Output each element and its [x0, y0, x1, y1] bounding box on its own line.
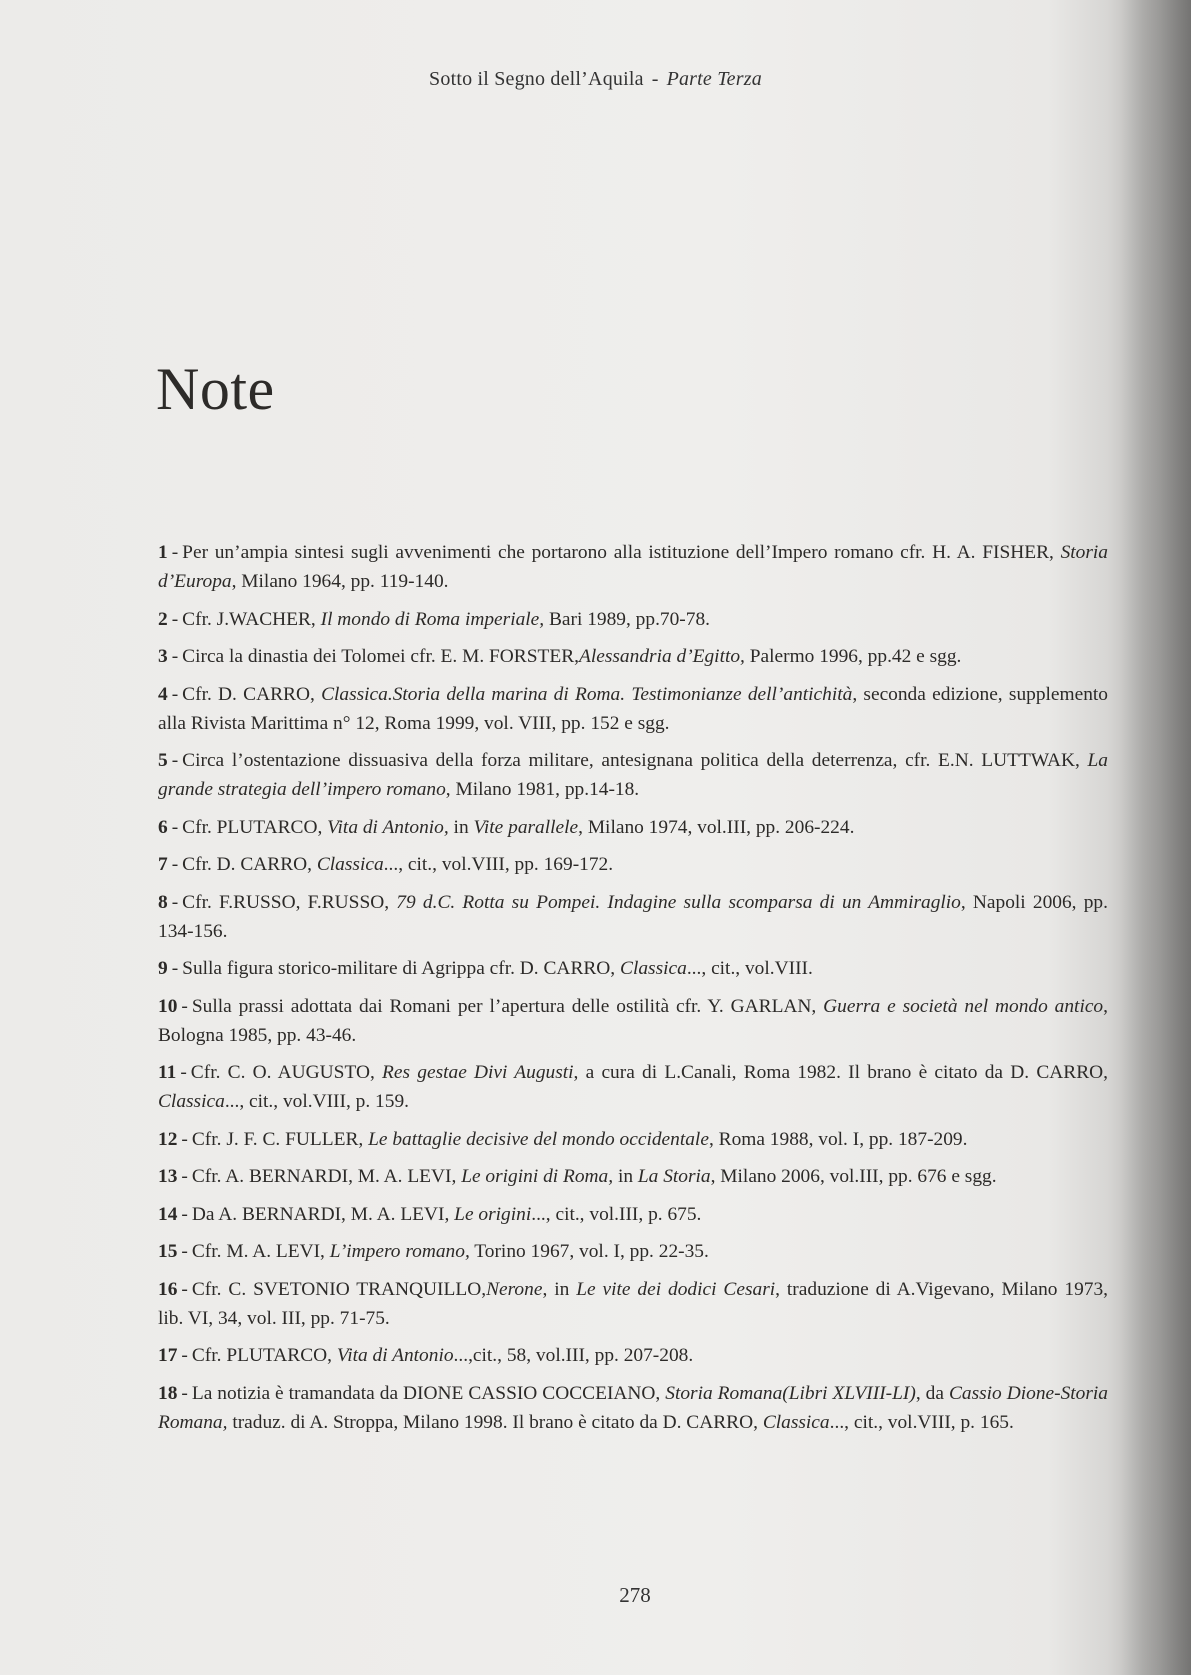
footnote-dash: -: [171, 816, 179, 838]
footnote-text: Cfr. J.WACHER,: [182, 608, 321, 630]
footnote-text: Circa la dinastia dei Tolomei cfr. E. M. FORSTER,: [182, 646, 579, 667]
footnote-text: Cfr. C. O. AUGUSTO,: [190, 1062, 383, 1083]
footnote-dash: -: [171, 608, 179, 630]
footnote-title: Vita di Antonio,: [327, 816, 449, 838]
footnote-text: Per un’ampia sintesi sugli avvenimenti che portarono alla istituzione dell’Impero romano cfr. H. A. FISHER,: [182, 542, 1061, 563]
footnote-text: Torino 1967, vol. I, pp. 22-35.: [469, 1241, 709, 1262]
footnote-text: Cfr. D. CARRO,: [182, 683, 322, 705]
footnote-13: [158, 1162, 1108, 1191]
footnote-number: 4: [158, 683, 168, 705]
footnote-number: 7: [158, 854, 168, 875]
footnote-title: 79 d.C. Rotta su Pompei. Indagine sulla scomparsa di un Ammiraglio: [396, 891, 961, 913]
footnote-text: , Milano 2006, vol.III, pp. 676 e sgg.: [710, 1166, 997, 1187]
footnote-text: in: [448, 816, 474, 838]
footnote-text: Circa l’ostentazione dissuasiva della forza militare, antesignana politica della deterrenza, cfr. E.N. LUTTWAK,: [182, 750, 1088, 771]
footnote-text: ..., cit., vol.VIII, p. 165.: [829, 1411, 1014, 1433]
footnote-text: Cfr. PLUTARCO,: [191, 1345, 337, 1366]
footnote-text: , Milano 1974, vol.III, pp. 206-224.: [578, 816, 855, 838]
footnote-text: Cfr. J. F. C. FULLER,: [191, 1128, 369, 1150]
footnote-title: Alessandria d’Egitto,: [579, 646, 745, 667]
footnote-text: , traduzione di A.Vigevano, Milano 1973, lib. VI, 34, vol. III, pp. 71-75.: [158, 1278, 1109, 1329]
footnote-title: Vite parallele: [473, 816, 579, 838]
footnote-text: traduz. di A. Stroppa, Milano 1998. Il brano è citato da D. CARRO,: [227, 1411, 763, 1433]
footnote-text: Bari 1989, pp.70-78.: [544, 608, 711, 630]
footnote-dash: -: [181, 1241, 188, 1262]
running-head: [0, 68, 1191, 91]
footnote-number: 9: [158, 958, 168, 979]
footnote-number: 18: [158, 1382, 178, 1404]
footnote-15: [158, 1237, 1108, 1266]
footnote-title: Classica: [762, 1411, 830, 1433]
footnote-text: , seconda edizione, supplemento alla Rivista Marittima n° 12, Roma 1999, vol. VIII, pp. 152 e sgg.: [158, 683, 1108, 734]
footnote-text: , da: [915, 1382, 949, 1404]
footnote-text: Sulla figura storico-militare di Agrippa cfr. D. CARRO,: [182, 958, 621, 979]
footnote-title: Storia d’Europa: [158, 542, 1108, 592]
footnote-title: Le battaglie decisive del mondo occidentale: [368, 1128, 709, 1150]
footnote-number: 2: [158, 608, 168, 630]
footnote-number: 10: [158, 995, 178, 1017]
footnote-text: Cfr. F.RUSSO, F.RUSSO,: [182, 891, 397, 913]
footnote-title: Storia Romana(Libri XLVIII-LI): [665, 1382, 916, 1404]
footnote-5: [158, 746, 1108, 804]
footnote-text: , a cura di L.Canali, Roma 1982. Il brano è citato da D. CARRO,: [573, 1062, 1108, 1083]
footnote-dash: -: [181, 1203, 188, 1225]
footnote-text: , Roma 1988, vol. I, pp. 187-209.: [708, 1128, 968, 1150]
footnote-title: Le vite dei dodici Cesari: [576, 1278, 776, 1300]
footnote-title: Cassio Dione-Storia Romana,: [158, 1382, 1108, 1433]
footnote-1: [158, 538, 1108, 596]
footnote-title: Classica: [158, 1091, 225, 1112]
footnote-text: , Napoli 2006, pp. 134-156.: [158, 891, 1108, 942]
footnote-number: 14: [158, 1203, 178, 1225]
footnote-dash: -: [171, 958, 179, 979]
footnote-dash: -: [171, 542, 179, 563]
footnote-title: Guerra e società nel mondo antico: [823, 995, 1104, 1017]
footnote-dash: -: [171, 750, 179, 771]
footnote-text: ..., cit., vol.VIII, p. 159.: [224, 1091, 409, 1112]
footnote-18: [158, 1379, 1108, 1437]
footnote-text: , in: [542, 1278, 577, 1300]
running-head-separator: -: [651, 68, 659, 90]
footnote-text: , Milano 1964, pp. 119-140.: [231, 571, 449, 592]
footnote-number: 3: [158, 646, 168, 667]
footnote-number: 17: [158, 1345, 178, 1366]
footnote-17: [158, 1341, 1108, 1370]
footnote-title: Classica: [316, 854, 384, 875]
footnote-8: [158, 888, 1108, 946]
footnote-text: ..., cit., vol.VIII, pp. 169-172.: [383, 854, 614, 875]
footnote-text: Palermo 1996, pp.42 e sgg.: [744, 646, 962, 667]
section-title: Note: [156, 356, 275, 422]
footnote-dash: -: [181, 1278, 188, 1300]
footnote-10: [158, 992, 1108, 1050]
footnote-number: 11: [158, 1062, 177, 1083]
footnote-number: 6: [158, 816, 168, 838]
footnote-dash: -: [171, 854, 179, 875]
footnote-title: Res gestae Divi Augusti: [382, 1062, 574, 1083]
footnote-text: Cfr. M. A. LEVI,: [191, 1241, 330, 1262]
footnote-dash: -: [181, 995, 188, 1017]
footnote-number: 13: [158, 1166, 178, 1187]
footnote-6: [158, 813, 1108, 842]
footnote-title: Le origini di Roma,: [461, 1166, 614, 1187]
footnote-11: [158, 1058, 1108, 1116]
footnote-text: ...,cit., 58, vol.III, pp. 207-208.: [453, 1345, 694, 1366]
footnote-dash: -: [181, 1345, 188, 1366]
footnote-dash: -: [181, 1128, 188, 1150]
footnote-dash: -: [171, 891, 179, 913]
footnote-number: 16: [158, 1278, 178, 1300]
footnote-dash: -: [171, 646, 179, 667]
footnote-title: La Storia: [637, 1166, 711, 1187]
footnote-title: Classica.Storia della marina di Roma. Testimonianze dell’antichità: [321, 683, 853, 705]
footnote-7: [158, 850, 1108, 879]
footnote-dash: -: [171, 683, 179, 705]
footnote-dash: -: [181, 1382, 188, 1404]
footnote-4: [158, 680, 1108, 738]
footnote-text: , Bologna 1985, pp. 43-46.: [158, 995, 1108, 1046]
footnote-text: ..., cit., vol.VIII.: [686, 958, 813, 979]
notes-list: [158, 538, 1108, 1445]
footnote-title: L’impero romano,: [329, 1241, 470, 1262]
footnote-number: 5: [158, 750, 168, 771]
footnote-number: 15: [158, 1241, 178, 1262]
footnote-text: Cfr. A. BERNARDI, M. A. LEVI,: [191, 1166, 462, 1187]
footnote-text: La notizia è tramandata da DIONE CASSIO COCCEIANO,: [191, 1382, 666, 1404]
footnote-title: Le origini: [454, 1203, 532, 1225]
footnote-16: [158, 1275, 1108, 1333]
footnote-3: [158, 642, 1108, 671]
page-number: 278: [619, 1583, 651, 1607]
footnote-text: in: [613, 1166, 638, 1187]
footnote-title: Vita di Antonio: [336, 1345, 454, 1366]
footnote-number: 8: [158, 891, 168, 913]
footnote-title: Il mondo di Roma imperiale,: [320, 608, 545, 630]
spine-shadow: [1121, 0, 1191, 1675]
footnote-text: Da A. BERNARDI, M. A. LEVI,: [191, 1203, 455, 1225]
footnote-title: Classica: [620, 958, 687, 979]
footnote-text: , Milano 1981, pp.14-18.: [445, 779, 640, 800]
footnote-title: Nerone: [486, 1278, 543, 1300]
footnote-number: 12: [158, 1128, 178, 1150]
footnote-text: Cfr. PLUTARCO,: [182, 816, 328, 838]
footnote-14: [158, 1200, 1108, 1229]
footnote-title: La grande strategia dell’impero romano: [158, 750, 1108, 800]
footnote-2: [158, 605, 1108, 634]
footnote-number: 1: [158, 542, 168, 563]
footnote-text: Cfr. D. CARRO,: [182, 854, 317, 875]
footnote-text: Cfr. C. SVETONIO TRANQUILLO,: [191, 1278, 487, 1300]
footnote-dash: -: [180, 1062, 187, 1083]
running-head-title: Sotto il Segno dell’Aquila: [429, 68, 644, 90]
footnote-text: ..., cit., vol.III, p. 675.: [531, 1203, 702, 1225]
footnote-12: [158, 1125, 1108, 1154]
footnote-9: [158, 954, 1108, 983]
footnote-dash: -: [181, 1166, 188, 1187]
footnote-text: Sulla prassi adottata dai Romani per l’apertura delle ostilità cfr. Y. GARLAN,: [191, 995, 824, 1017]
running-head-part: Parte Terza: [666, 68, 762, 90]
